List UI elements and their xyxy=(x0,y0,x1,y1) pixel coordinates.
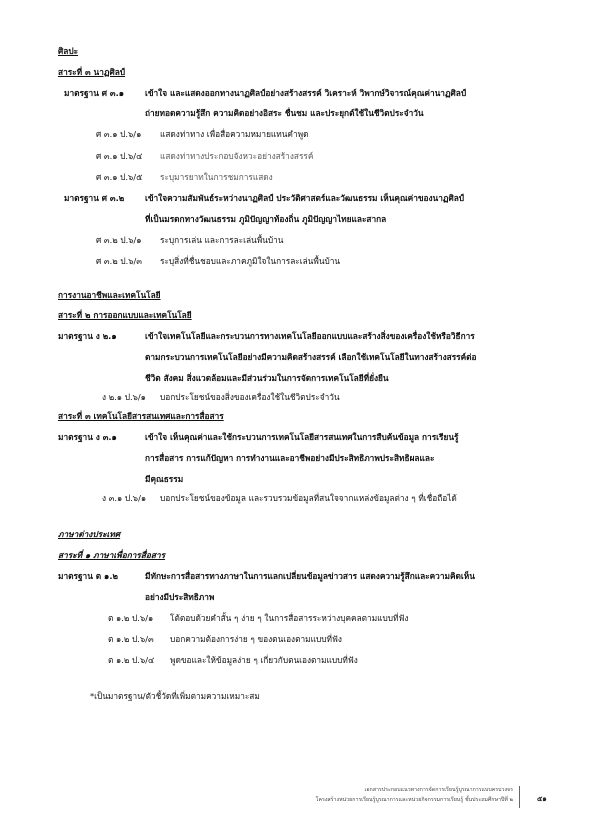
tech-std2-text: การสื่อสาร การแก้ปัญหา การทำงานและอาชีพอย่างมีประสิทธิภาพประสิทธิผลและ xyxy=(145,453,435,463)
arts-std1-text: ถ่ายทอดความรู้สึก ความคิดอย่างอิสระ ชื่นชม และประยุกต์ใช้ในชีวิตประจำวัน xyxy=(145,108,424,118)
indicator-code: ง ๒.๑ ป.๖/๑ xyxy=(102,392,146,402)
indicator-code: ต ๑.๒ ป.๖/๑ xyxy=(108,613,154,623)
tech-std2-code: มาตรฐาน ง ๓.๑ xyxy=(58,432,117,442)
tech-std2-text: เข้าใจ เห็นคุณค่าและใช้กระบวนการเทคโนโลยีสารสนเทศในการสืบค้นข้อมูล การเรียนรู้ xyxy=(145,432,459,442)
footer-line-2: โครงสร้างหน่วยการเรียนรู้บูรณาการและหน่วยกิจกรรมการเรียนรู้ ชั้นประถมศึกษาปีที่ ๒ xyxy=(315,797,513,803)
tech-strand1: สาระที่ ๒ การออกแบบและเทคโนโลยี xyxy=(58,310,192,320)
indicator-code: ต ๑.๒ ป.๖/๓ xyxy=(108,634,154,644)
tech-heading: การงานอาชีพและเทคโนโลยี xyxy=(58,290,161,300)
arts-strand: สาระที่ ๓ นาฏศิลป์ xyxy=(58,67,126,77)
tech-std2-text: มีคุณธรรม xyxy=(145,474,184,484)
tech-std1-code: มาตรฐาน ง ๒.๑ xyxy=(58,331,117,341)
indicator-text: บอกความต้องการง่าย ๆ ของตนเองตามแบบที่ฟัง xyxy=(170,634,342,644)
footer-divider xyxy=(519,786,520,808)
lang-strand: สาระที่ ๑ ภาษาเพื่อการสื่อสาร xyxy=(58,550,166,560)
footnote: *เป็นมาตรฐาน/ตัวชี้วัดที่เพิ่มตามความเหมาะสม xyxy=(90,691,260,701)
indicator-text: แสดงท่าทาง เพื่อสื่อความหมายแทนคำพูด xyxy=(160,129,309,139)
lang-std-text: มีทักษะการสื่อสารทางภาษาในการแลกเปลี่ยนข้อมูลข่าวสาร แสดงความรู้สึกและความคิดเห็น xyxy=(145,571,475,581)
arts-std1-code: มาตรฐาน ศ ๓.๑ xyxy=(64,88,125,98)
lang-heading: ภาษาต่างประเทศ xyxy=(58,529,121,539)
indicator-code: ศ ๓.๒ ป.๖/๓ xyxy=(96,256,142,266)
footer-line-1: เอกสารประกอบแนวทางการจัดการเรียนรู้บูรณาการแบบครบวงจร xyxy=(364,787,513,793)
tech-strand2: สาระที่ ๓ เทคโนโลยีสารสนเทศและการสื่อสาร xyxy=(58,411,224,421)
arts-std2-text: เข้าใจความสัมพันธ์ระหว่างนาฏศิลป์ ประวัติศาสตร์และวัฒนธรรม เห็นคุณค่าของนาฏศิลป์ xyxy=(145,193,465,203)
indicator-code: ศ ๓.๒ ป.๖/๑ xyxy=(96,235,142,245)
indicator-text: บอกประโยชน์ของสิ่งของเครื่องใช้ในชีวิตประจำวัน xyxy=(160,392,340,402)
tech-std1-text: เข้าใจเทคโนโลยีและกระบวนการทางเทคโนโลยีออกแบบและสร้างสิ่งของเครื่องใช้หรือวิธีการ xyxy=(145,331,475,341)
lang-std-text: อย่างมีประสิทธิภาพ xyxy=(145,592,215,602)
indicator-text: โต้ตอบด้วยคำสั้น ๆ ง่าย ๆ ในการสื่อสารระหว่างบุคคลตามแบบที่ฟัง xyxy=(170,613,409,623)
page-number: ๕๑ xyxy=(537,795,547,803)
indicator-text: ระบุมารยาทในการชมการแสดง xyxy=(160,172,273,182)
indicator-code: ง ๓.๑ ป.๖/๑ xyxy=(102,493,147,503)
arts-std2-text: ที่เป็นมรดกทางวัฒนธรรม ภูมิปัญญาท้องถิ่น ภูมิปัญญาไทยและสากล xyxy=(145,214,387,224)
indicator-text: แสดงท่าทางประกอบจังหวะอย่างสร้างสรรค์ xyxy=(160,151,314,161)
indicator-code: ศ ๓.๑ ป.๖/๕ xyxy=(96,172,143,182)
indicator-code: ต ๑.๒ ป.๖/๔ xyxy=(108,655,155,665)
tech-std1-text: ตามกระบวนการเทคโนโลยีอย่างมีความคิดสร้างสรรค์ เลือกใช้เทคโนโลยีในทางสร้างสรรค์ต่อ xyxy=(145,352,477,362)
indicator-code: ศ ๓.๑ ป.๖/๔ xyxy=(96,151,143,161)
arts-std2-code: มาตรฐาน ศ ๓.๒ xyxy=(64,193,125,203)
indicator-text: พูดขอและให้ข้อมูลง่าย ๆ เกี่ยวกับตนเองตามแบบที่ฟัง xyxy=(170,655,358,665)
arts-std1-text: เข้าใจ และแสดงออกทางนาฏศิลป์อย่างสร้างสรรค์ วิเคราะห์ วิพากษ์วิจารณ์คุณค่านาฏศิลป์ xyxy=(145,88,467,98)
tech-std1-text: ชีวิต สังคม สิ่งแวดล้อมและมีส่วนร่วมในการจัดการเทคโนโลยีที่ยั่งยืน xyxy=(145,373,389,383)
indicator-text: บอกประโยชน์ของข้อมูล และรวบรวมข้อมูลที่สนใจจากแหล่งข้อมูลต่าง ๆ ที่เชื่อถือได้ xyxy=(160,493,457,503)
lang-std-code: มาตรฐาน ต ๑.๒ xyxy=(58,571,118,581)
indicator-text: ระบุสิ่งที่ชื่นชอบและภาคภูมิใจในการละเล่นพื้นบ้าน xyxy=(160,256,341,266)
indicator-code: ศ ๓.๑ ป.๖/๑ xyxy=(96,129,142,139)
arts-heading: ศิลปะ xyxy=(58,46,79,56)
indicator-text: ระบุการเล่น และการละเล่นพื้นบ้าน xyxy=(160,235,284,245)
